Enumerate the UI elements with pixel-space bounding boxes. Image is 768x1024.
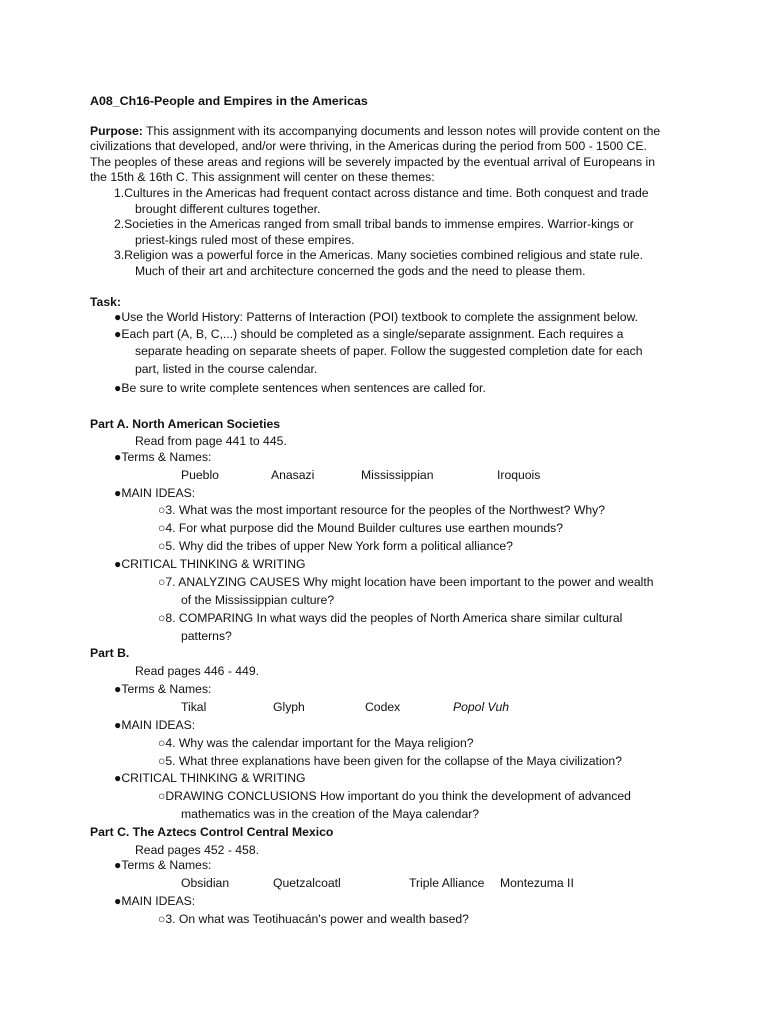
part-c-term: Obsidian [181,876,230,890]
part-c-main-ideas-label: ●MAIN IDEAS: [114,894,196,908]
theme-2-line-1: 2.Societies in the Americas ranged from small tribal bands to immense empires. Warrior-kings or [114,217,634,231]
part-b-main-ideas-label: ●MAIN IDEAS: [114,718,196,732]
purpose-line-1 [90,124,660,140]
part-c-term: Montezuma II [500,876,574,890]
part-a-critical-thinking-label: ●CRITICAL THINKING & WRITING [114,557,306,571]
task-bullet-3: ●Be sure to write complete sentences when sentences are called for. [114,381,486,395]
purpose-text-1: This assignment with its accompanying documents and lesson notes will provide content on the [142,124,661,138]
part-a-terms-label: ●Terms & Names: [114,450,212,464]
part-a-heading: Part A. North American Societies [90,417,281,431]
purpose-line-3: The peoples of these areas and regions will be severely impacted by the eventual arrival of Europeans in [90,155,656,169]
part-b-question-4: ○4. Why was the calendar important for the Maya religion? [158,736,474,750]
theme-3-line-2: Much of their art and architecture concerned the gods and the need to please them. [135,264,586,278]
part-b-question-5: ○5. What three explanations have been given for the collapse of the Maya civilization? [158,754,622,768]
document-title: A08_Ch16-People and Empires in the Americas [90,94,368,108]
part-a-question-5: ○5. Why did the tribes of upper New York form a political alliance? [158,539,513,553]
part-a-term: Anasazi [271,468,315,482]
part-a-term: Iroquois [497,468,541,482]
part-b-terms-label: ●Terms & Names: [114,682,212,696]
theme-1-line-1: 1.Cultures in the Americas had frequent contact across distance and time. Both conquest and trade [114,186,649,200]
part-c-question-3: ○3. On what was Teotihuacán's power and wealth based? [158,912,469,926]
purpose-line-4: the 15th & 16th C. This assignment will center on these themes: [90,170,435,184]
theme-3-line-1: 3.Religion was a powerful force in the Americas. Many societies combined religious and state rule. [114,248,644,262]
part-b-term: Popol Vuh [453,700,510,714]
purpose-line-2: civilizations that developed, and/or were thriving, in the Americas during the period from 500 - 1500 CE. [90,139,647,153]
part-a-question-8-line-2: patterns? [181,629,232,643]
task-bullet-2-line-3: part, listed in the course calendar. [135,362,318,376]
part-b-reading: Read pages 446 - 449. [135,664,259,678]
part-b-critical-thinking-label: ●CRITICAL THINKING & WRITING [114,771,306,785]
task-bullet-1: ●Use the World History: Patterns of Interaction (POI) textbook to complete the assignment below. [114,310,638,324]
part-c-terms-label: ●Terms & Names: [114,858,212,872]
part-a-term: Mississippian [361,468,434,482]
part-b-drawing-conclusions-line-1: ○DRAWING CONCLUSIONS How important do you think the development of advanced [158,789,631,803]
part-a-question-4: ○4. For what purpose did the Mound Builder cultures use earthen mounds? [158,521,564,535]
task-bullet-2-line-1: ●Each part (A, B, C,...) should be completed as a single/separate assignment. Each requires a [114,327,624,341]
part-b-heading: Part B. [90,646,130,660]
task-label: Task: [90,295,121,309]
part-b-term: Tikal [181,700,207,714]
part-a-term: Pueblo [181,468,219,482]
part-c-term: Triple Alliance [409,876,485,890]
theme-1-line-2: brought different cultures together. [135,202,321,216]
part-b-term: Codex [365,700,401,714]
part-c-reading: Read pages 452 - 458. [135,843,259,857]
part-a-reading: Read from page 441 to 445. [135,434,287,448]
part-b-term: Glyph [273,700,305,714]
part-a-main-ideas-label: ●MAIN IDEAS: [114,486,196,500]
part-a-question-3: ○3. What was the most important resource for the peoples of the Northwest? Why? [158,503,605,517]
purpose-label: Purpose: [90,124,143,138]
task-bullet-2-line-2: separate heading on separate sheets of paper. Follow the suggested completion date for each [135,344,643,358]
part-a-question-7-line-2: of the Mississippian culture? [181,593,335,607]
part-a-question-8-line-1: ○8. COMPARING In what ways did the peoples of North America share similar cultural [158,611,623,625]
theme-2-line-2: priest-kings ruled most of these empires. [135,233,355,247]
part-c-heading: Part C. The Aztecs Control Central Mexico [90,825,334,839]
part-a-question-7-line-1: ○7. ANALYZING CAUSES Why might location have been important to the power and wealth [158,575,654,589]
part-b-drawing-conclusions-line-2: mathematics was in the creation of the Maya calendar? [181,807,480,821]
part-c-term: Quetzalcoatl [273,876,341,890]
